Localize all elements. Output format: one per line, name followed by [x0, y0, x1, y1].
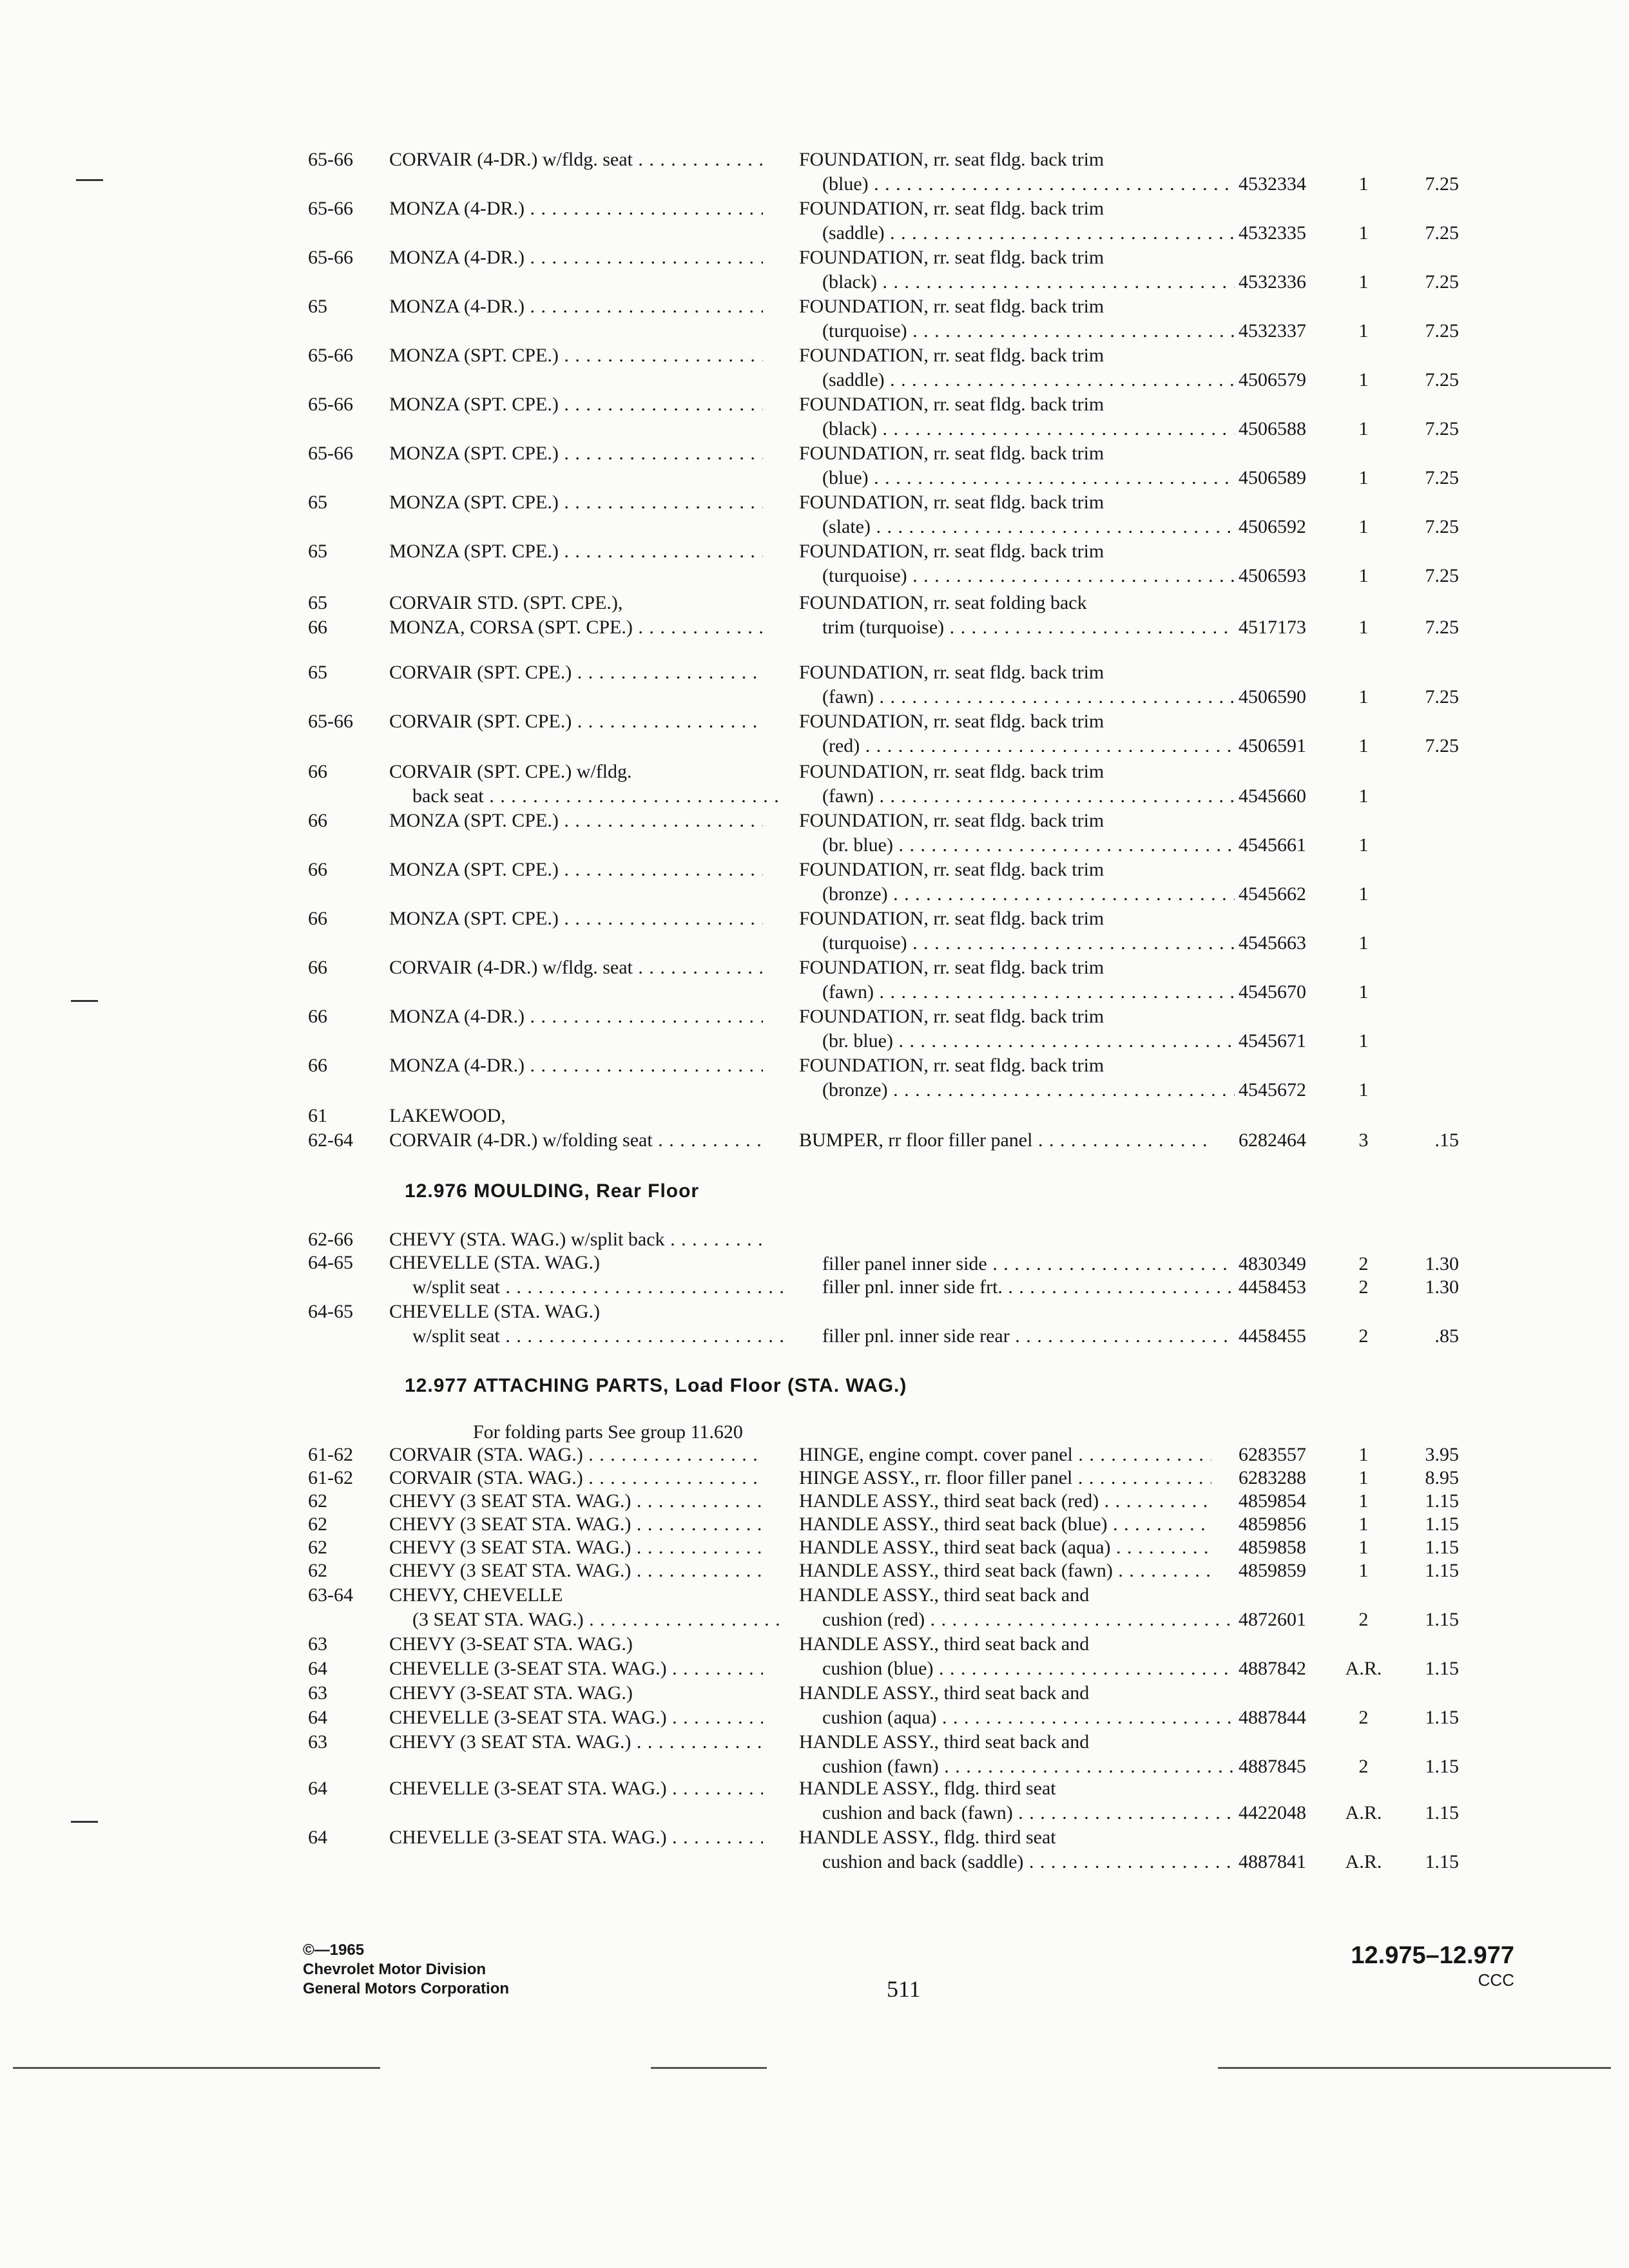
part-description: FOUNDATION, rr. seat fldg. back trim	[799, 247, 1104, 268]
year-range: 66	[308, 761, 327, 782]
part-description: cushion (fawn) . . .	[799, 1755, 1235, 1778]
part-description: FOUNDATION, rr. seat fldg. back trim	[799, 662, 1104, 683]
part-number: 6282464	[1239, 1129, 1306, 1151]
part-description: (red) . . .	[799, 735, 1235, 758]
price: 1.15	[1425, 1802, 1459, 1823]
part-description: FOUNDATION, rr. seat fldg. back trim	[799, 810, 1104, 831]
quantity: 1	[1358, 1030, 1369, 1052]
price: 7.25	[1425, 735, 1459, 756]
part-entry	[0, 148, 1629, 200]
part-number: 4458453	[1239, 1276, 1306, 1298]
part-number: 4830349	[1239, 1253, 1306, 1274]
price: 1.15	[1425, 1514, 1459, 1535]
part-description: FOUNDATION, rr. seat fldg. back trim	[799, 492, 1104, 513]
part-description: FOUNDATION, rr. seat fldg. back trim	[799, 345, 1104, 366]
model-name: (3 SEAT STA. WAG.) . . .	[389, 1608, 786, 1631]
part-description: FOUNDATION, rr. seat fldg. back trim	[799, 908, 1104, 929]
part-description: trim (turquoise) . . .	[799, 616, 1235, 639]
part-number: 4532335	[1239, 222, 1306, 244]
year-range: 62	[308, 1490, 327, 1512]
quantity: 2	[1358, 1276, 1369, 1298]
part-description: FOUNDATION, rr. seat fldg. back trim	[799, 443, 1104, 464]
part-description: HANDLE ASSY., third seat back (fawn) . . .	[799, 1559, 1211, 1582]
year-range: 65-66	[308, 198, 353, 219]
quantity: 1	[1358, 1560, 1369, 1581]
price: 1.15	[1425, 1851, 1459, 1872]
part-description: (saddle) . . .	[799, 369, 1235, 392]
year-range: 66	[308, 859, 327, 880]
price: 1.15	[1425, 1756, 1459, 1777]
price: .15	[1434, 1129, 1459, 1151]
part-description: (black) . . .	[799, 418, 1235, 441]
part-number: 6283557	[1239, 1444, 1306, 1465]
model-name: CHEVELLE (3-SEAT STA. WAG.) . . .	[389, 1657, 763, 1680]
part-description: FOUNDATION, rr. seat fldg. back trim	[799, 198, 1104, 219]
year-range: 65-66	[308, 345, 353, 366]
year-range: 61-62	[308, 1467, 353, 1488]
model-name: CHEVY (3 SEAT STA. WAG.) . . .	[389, 1731, 763, 1754]
scan-line	[651, 2067, 767, 2069]
punch-mark	[71, 1821, 98, 1823]
price: 1.15	[1425, 1537, 1459, 1558]
part-entry	[0, 1633, 1629, 1684]
corporation-name: General Motors Corporation	[303, 1980, 510, 1997]
year-range: 65-66	[308, 149, 353, 170]
model-name: MONZA (SPT. CPE.) . . .	[389, 491, 763, 514]
part-description: HINGE ASSY., rr. floor filler panel . . .	[799, 1466, 1211, 1490]
price: 1.15	[1425, 1707, 1459, 1728]
part-description: BUMPER, rr floor filler panel . . .	[799, 1129, 1211, 1152]
part-number: 4887845	[1239, 1756, 1306, 1777]
year-range: 65	[308, 492, 327, 513]
price: 1.15	[1425, 1560, 1459, 1581]
catalog-code: CCC	[1478, 1970, 1514, 1990]
year-range: 66	[308, 810, 327, 831]
part-entry	[0, 1251, 1629, 1303]
quantity: 2	[1358, 1609, 1369, 1630]
quantity: A.R.	[1345, 1802, 1382, 1823]
part-description: cushion (blue) . . .	[799, 1657, 1235, 1680]
part-description: cushion (aqua) . . .	[799, 1706, 1235, 1729]
model-name: w/split seat . . .	[389, 1276, 786, 1299]
price: 1.30	[1425, 1276, 1459, 1298]
model-name: CHEVY (3 SEAT STA. WAG.) . . .	[389, 1513, 763, 1536]
part-description: HINGE, engine compt. cover panel . . .	[799, 1443, 1211, 1466]
model-name: CHEVELLE (STA. WAG.)	[389, 1252, 600, 1273]
quantity: 1	[1358, 1490, 1369, 1512]
model-name: CORVAIR (SPT. CPE.) . . .	[389, 710, 763, 733]
model-name: MONZA (SPT. CPE.) . . .	[389, 344, 763, 367]
part-description: FOUNDATION, rr. seat fldg. back trim	[799, 1006, 1104, 1027]
quantity: 1	[1358, 1537, 1369, 1558]
copyright: ©—1965	[303, 1941, 365, 1959]
model-name: MONZA (SPT. CPE.) . . .	[389, 809, 763, 832]
quantity: 1	[1358, 516, 1369, 537]
year-range: 61-62	[308, 1444, 353, 1465]
year-range: 63-64	[308, 1584, 353, 1606]
quantity: 1	[1358, 467, 1369, 488]
page-number: 511	[887, 1976, 921, 2002]
part-number: 4532337	[1239, 320, 1306, 341]
part-number: 4532336	[1239, 271, 1306, 293]
part-entry	[0, 393, 1629, 445]
model-name: back seat . . .	[389, 785, 786, 808]
year-range: 64-65	[308, 1252, 353, 1273]
part-description: (black) . . .	[799, 271, 1235, 294]
part-description: FOUNDATION, rr. seat fldg. back trim	[799, 541, 1104, 562]
price: 8.95	[1425, 1467, 1459, 1488]
price: 7.25	[1425, 617, 1459, 638]
part-description: FOUNDATION, rr. seat fldg. back trim	[799, 149, 1104, 170]
part-entry	[0, 1054, 1629, 1106]
part-entry	[0, 1005, 1629, 1057]
part-entry	[0, 710, 1629, 762]
part-description: filler pnl. inner side frt. . . .	[799, 1276, 1235, 1299]
part-description: filler pnl. inner side rear . . .	[799, 1325, 1235, 1348]
year-range: 62-66	[308, 1229, 353, 1250]
quantity: 1	[1358, 834, 1369, 856]
part-number: 6283288	[1239, 1467, 1306, 1488]
part-number: 4517173	[1239, 617, 1306, 638]
year-range: 64-65	[308, 1301, 353, 1322]
part-number: 4545661	[1239, 834, 1306, 856]
quantity: 1	[1358, 883, 1369, 905]
price: 7.25	[1425, 516, 1459, 537]
quantity: 2	[1358, 1707, 1369, 1728]
model-name: CHEVELLE (3-SEAT STA. WAG.) . . .	[389, 1777, 763, 1800]
part-description: (fawn) . . .	[799, 981, 1235, 1004]
year-range: 64	[308, 1707, 327, 1728]
year-range: 65-66	[308, 711, 353, 732]
model-name: MONZA (4-DR.) . . .	[389, 1054, 763, 1077]
price: 7.25	[1425, 222, 1459, 244]
part-description: (turquoise) . . .	[799, 564, 1235, 588]
price: 7.25	[1425, 173, 1459, 195]
model-name: MONZA (SPT. CPE.) . . .	[389, 393, 763, 416]
price: 7.25	[1425, 565, 1459, 586]
quantity: 3	[1358, 1129, 1369, 1151]
year-range: 64	[308, 1778, 327, 1799]
price: 7.25	[1425, 271, 1459, 293]
part-number: 4545671	[1239, 1030, 1306, 1052]
quantity: 1	[1358, 418, 1369, 439]
model-name: CHEVY (3-SEAT STA. WAG.)	[389, 1682, 633, 1704]
punch-mark	[76, 179, 103, 181]
part-description: (slate) . . .	[799, 515, 1235, 539]
quantity: 1	[1358, 617, 1369, 638]
model-name: MONZA (SPT. CPE.) . . .	[389, 442, 763, 465]
part-number: 4506593	[1239, 565, 1306, 586]
part-entry	[0, 1731, 1629, 1782]
part-description: FOUNDATION, rr. seat fldg. back trim	[799, 394, 1104, 415]
part-description: (saddle) . . .	[799, 222, 1235, 245]
part-description: (br. blue) . . .	[799, 1030, 1235, 1053]
part-number: 4859854	[1239, 1490, 1306, 1512]
price: 1.30	[1425, 1253, 1459, 1274]
part-number: 4506590	[1239, 686, 1306, 707]
part-description: (turquoise) . . .	[799, 932, 1235, 955]
part-description: HANDLE ASSY., third seat back and	[799, 1633, 1090, 1655]
year-range: 65-66	[308, 443, 353, 464]
quantity: 1	[1358, 1079, 1369, 1100]
part-description: (bronze) . . .	[799, 883, 1235, 906]
scan-line	[1218, 2067, 1611, 2069]
part-number: 4506591	[1239, 735, 1306, 756]
model-name: CHEVELLE (3-SEAT STA. WAG.) . . .	[389, 1706, 763, 1729]
model-name: CHEVY, CHEVELLE	[389, 1584, 563, 1606]
part-description: FOUNDATION, rr. seat fldg. back trim	[799, 957, 1104, 978]
part-description: FOUNDATION, rr. seat fldg. back trim	[799, 859, 1104, 880]
part-description: HANDLE ASSY., third seat back (blue) . . .	[799, 1513, 1211, 1536]
quantity: 2	[1358, 1253, 1369, 1274]
part-number: 4545662	[1239, 883, 1306, 905]
model-name: MONZA (4-DR.) . . .	[389, 246, 763, 269]
part-description: HANDLE ASSY., third seat back (red) . . .	[799, 1490, 1211, 1513]
part-description: HANDLE ASSY., fldg. third seat	[799, 1778, 1056, 1799]
quantity: 1	[1358, 222, 1369, 244]
quantity: 1	[1358, 320, 1369, 341]
quantity: 1	[1358, 686, 1369, 707]
price: 1.15	[1425, 1609, 1459, 1630]
year-range: 62	[308, 1514, 327, 1535]
quantity: 1	[1358, 932, 1369, 954]
part-entry	[0, 1682, 1629, 1733]
part-description: FOUNDATION, rr. seat fldg. back trim	[799, 296, 1104, 317]
model-name: CORVAIR (SPT. CPE.) w/fldg.	[389, 761, 632, 782]
year-range: 65-66	[308, 394, 353, 415]
quantity: 2	[1358, 1756, 1369, 1777]
punch-mark	[71, 1000, 98, 1002]
year-range: 62	[308, 1560, 327, 1581]
quantity: 1	[1358, 981, 1369, 1003]
year-range: 66	[308, 957, 327, 978]
model-name: CHEVY (3 SEAT STA. WAG.) . . .	[389, 1490, 763, 1513]
part-entry	[0, 1777, 1629, 1829]
model-name: MONZA (4-DR.) . . .	[389, 295, 763, 318]
model-name: w/split seat . . .	[389, 1325, 786, 1348]
price: 7.25	[1425, 320, 1459, 341]
part-description: (br. blue) . . .	[799, 834, 1235, 857]
part-number: 4545672	[1239, 1079, 1306, 1100]
part-entry	[0, 956, 1629, 1008]
year-range: 65	[308, 541, 327, 562]
model-name: MONZA (4-DR.) . . .	[389, 197, 763, 220]
part-number: 4506589	[1239, 467, 1306, 488]
year-range: 66	[308, 908, 327, 929]
year-range: 65-66	[308, 247, 353, 268]
part-entry	[0, 540, 1629, 591]
year-range: 61	[308, 1105, 327, 1126]
model-name: CORVAIR (SPT. CPE.) . . .	[389, 661, 763, 684]
quantity: 1	[1358, 1514, 1369, 1535]
part-entry	[0, 907, 1629, 959]
price: 1.15	[1425, 1658, 1459, 1679]
part-number: 4506588	[1239, 418, 1306, 439]
part-entry	[0, 442, 1629, 494]
quantity: 1	[1358, 565, 1369, 586]
part-entry	[0, 295, 1629, 347]
scan-line	[13, 2067, 380, 2069]
part-number: 4887844	[1239, 1707, 1306, 1728]
year-range: 66	[308, 617, 327, 638]
model-name: CHEVY (3 SEAT STA. WAG.) . . .	[389, 1536, 763, 1559]
part-entry	[0, 344, 1629, 396]
part-description: HANDLE ASSY., third seat back and	[799, 1731, 1090, 1753]
quantity: A.R.	[1345, 1658, 1382, 1679]
section-range: 12.975–12.977	[1351, 1942, 1514, 1969]
model-name: CHEVY (STA. WAG.) w/split back . . .	[389, 1228, 763, 1251]
year-range: 66	[308, 1055, 327, 1076]
part-description: (blue) . . .	[799, 466, 1235, 490]
price: .85	[1434, 1325, 1459, 1347]
part-description: (bronze) . . .	[799, 1079, 1235, 1102]
quantity: 1	[1358, 1444, 1369, 1465]
model-name: CHEVY (3-SEAT STA. WAG.)	[389, 1633, 633, 1655]
year-range: 64	[308, 1658, 327, 1679]
part-description: (turquoise) . . .	[799, 320, 1235, 343]
part-description: FOUNDATION, rr. seat fldg. back trim	[799, 1055, 1104, 1076]
model-name: CORVAIR (STA. WAG.) . . .	[389, 1466, 763, 1490]
year-range: 62-64	[308, 1129, 353, 1151]
section-heading-12-976: 12.976 MOULDING, Rear Floor	[405, 1180, 700, 1202]
price: 7.25	[1425, 686, 1459, 707]
part-number: 4545660	[1239, 785, 1306, 807]
quantity: 1	[1358, 173, 1369, 195]
part-number: 4545663	[1239, 932, 1306, 954]
year-range: 64	[308, 1827, 327, 1848]
model-name: CHEVELLE (3-SEAT STA. WAG.) . . .	[389, 1826, 763, 1849]
part-entry	[0, 491, 1629, 543]
part-number: 4859859	[1239, 1560, 1306, 1581]
year-range: 65	[308, 592, 327, 613]
quantity: A.R.	[1345, 1851, 1382, 1872]
part-entry	[0, 809, 1629, 861]
part-description: cushion and back (saddle) . . .	[799, 1850, 1235, 1874]
part-number: 4872601	[1239, 1609, 1306, 1630]
part-entry	[0, 760, 1629, 812]
model-name: MONZA (SPT. CPE.) . . .	[389, 858, 763, 881]
part-entry	[0, 858, 1629, 910]
year-range: 63	[308, 1731, 327, 1753]
year-range: 65	[308, 662, 327, 683]
part-number: 4859856	[1239, 1514, 1306, 1535]
section-note: For folding parts See group 11.620	[473, 1421, 743, 1443]
model-name: CORVAIR (4-DR.) w/fldg. seat . . .	[389, 148, 763, 171]
part-number: 4422048	[1239, 1802, 1306, 1823]
quantity: 1	[1358, 1467, 1369, 1488]
price: 7.25	[1425, 418, 1459, 439]
quantity: 1	[1358, 369, 1369, 390]
part-description: HANDLE ASSY., third seat back and	[799, 1682, 1090, 1704]
part-entry	[0, 1300, 1629, 1352]
part-description: filler panel inner side . . .	[799, 1253, 1235, 1276]
section-heading-12-977: 12.977 ATTACHING PARTS, Load Floor (STA. WAG.)	[405, 1375, 907, 1396]
section-reference	[1351, 1941, 1514, 1990]
model-name: CHEVELLE (STA. WAG.)	[389, 1301, 600, 1322]
model-name: MONZA, CORSA (SPT. CPE.) . . .	[389, 616, 763, 639]
quantity: 1	[1358, 735, 1369, 756]
model-name: CORVAIR (4-DR.) w/fldg. seat . . .	[389, 956, 763, 979]
quantity: 1	[1358, 785, 1369, 807]
model-name: CORVAIR STD. (SPT. CPE.),	[389, 592, 623, 613]
year-range: 66	[308, 1006, 327, 1027]
division-name: Chevrolet Motor Division	[303, 1961, 487, 1978]
model-name: MONZA (SPT. CPE.) . . .	[389, 540, 763, 563]
part-description: (fawn) . . .	[799, 686, 1235, 709]
quantity: 1	[1358, 271, 1369, 293]
model-name: MONZA (4-DR.) . . .	[389, 1005, 763, 1028]
price: 7.25	[1425, 369, 1459, 390]
model-name: MONZA (SPT. CPE.) . . .	[389, 907, 763, 930]
part-number: 4506592	[1239, 516, 1306, 537]
part-entry	[0, 197, 1629, 249]
part-entry	[0, 1826, 1629, 1878]
part-description: HANDLE ASSY., fldg. third seat	[799, 1827, 1056, 1848]
year-range: 63	[308, 1633, 327, 1655]
part-description: cushion (red) . . .	[799, 1608, 1235, 1631]
part-description: (blue) . . .	[799, 173, 1235, 196]
part-number: 4887841	[1239, 1851, 1306, 1872]
part-description: FOUNDATION, rr. seat fldg. back trim	[799, 761, 1104, 782]
model-name: CORVAIR (4-DR.) w/folding seat . . .	[389, 1129, 763, 1152]
part-description: HANDLE ASSY., third seat back and	[799, 1584, 1090, 1606]
price: 7.25	[1425, 467, 1459, 488]
part-description: (fawn) . . .	[799, 785, 1235, 808]
part-description: FOUNDATION, rr. seat folding back	[799, 592, 1087, 613]
year-range: 62	[308, 1537, 327, 1558]
part-number: 4532334	[1239, 173, 1306, 195]
year-range: 65	[308, 296, 327, 317]
part-entry	[0, 661, 1629, 713]
part-number: 4545670	[1239, 981, 1306, 1003]
model-name: CHEVY (3 SEAT STA. WAG.) . . .	[389, 1559, 763, 1582]
part-description: FOUNDATION, rr. seat fldg. back trim	[799, 711, 1104, 732]
part-entry	[0, 246, 1629, 298]
part-description: HANDLE ASSY., third seat back (aqua) . . .	[799, 1536, 1211, 1559]
year-range: 63	[308, 1682, 327, 1704]
part-number: 4458455	[1239, 1325, 1306, 1347]
model-name: CORVAIR (STA. WAG.) . . .	[389, 1443, 763, 1466]
part-number: 4859858	[1239, 1537, 1306, 1558]
model-name: LAKEWOOD,	[389, 1105, 506, 1126]
quantity: 2	[1358, 1325, 1369, 1347]
part-description: cushion and back (fawn) . . .	[799, 1802, 1235, 1825]
part-entry	[0, 1584, 1629, 1635]
part-number: 4506579	[1239, 369, 1306, 390]
part-entry	[0, 1104, 1629, 1156]
publisher-info	[303, 1941, 509, 1999]
price: 3.95	[1425, 1444, 1459, 1465]
part-number: 4887842	[1239, 1658, 1306, 1679]
price: 1.15	[1425, 1490, 1459, 1512]
part-entry	[0, 591, 1629, 643]
